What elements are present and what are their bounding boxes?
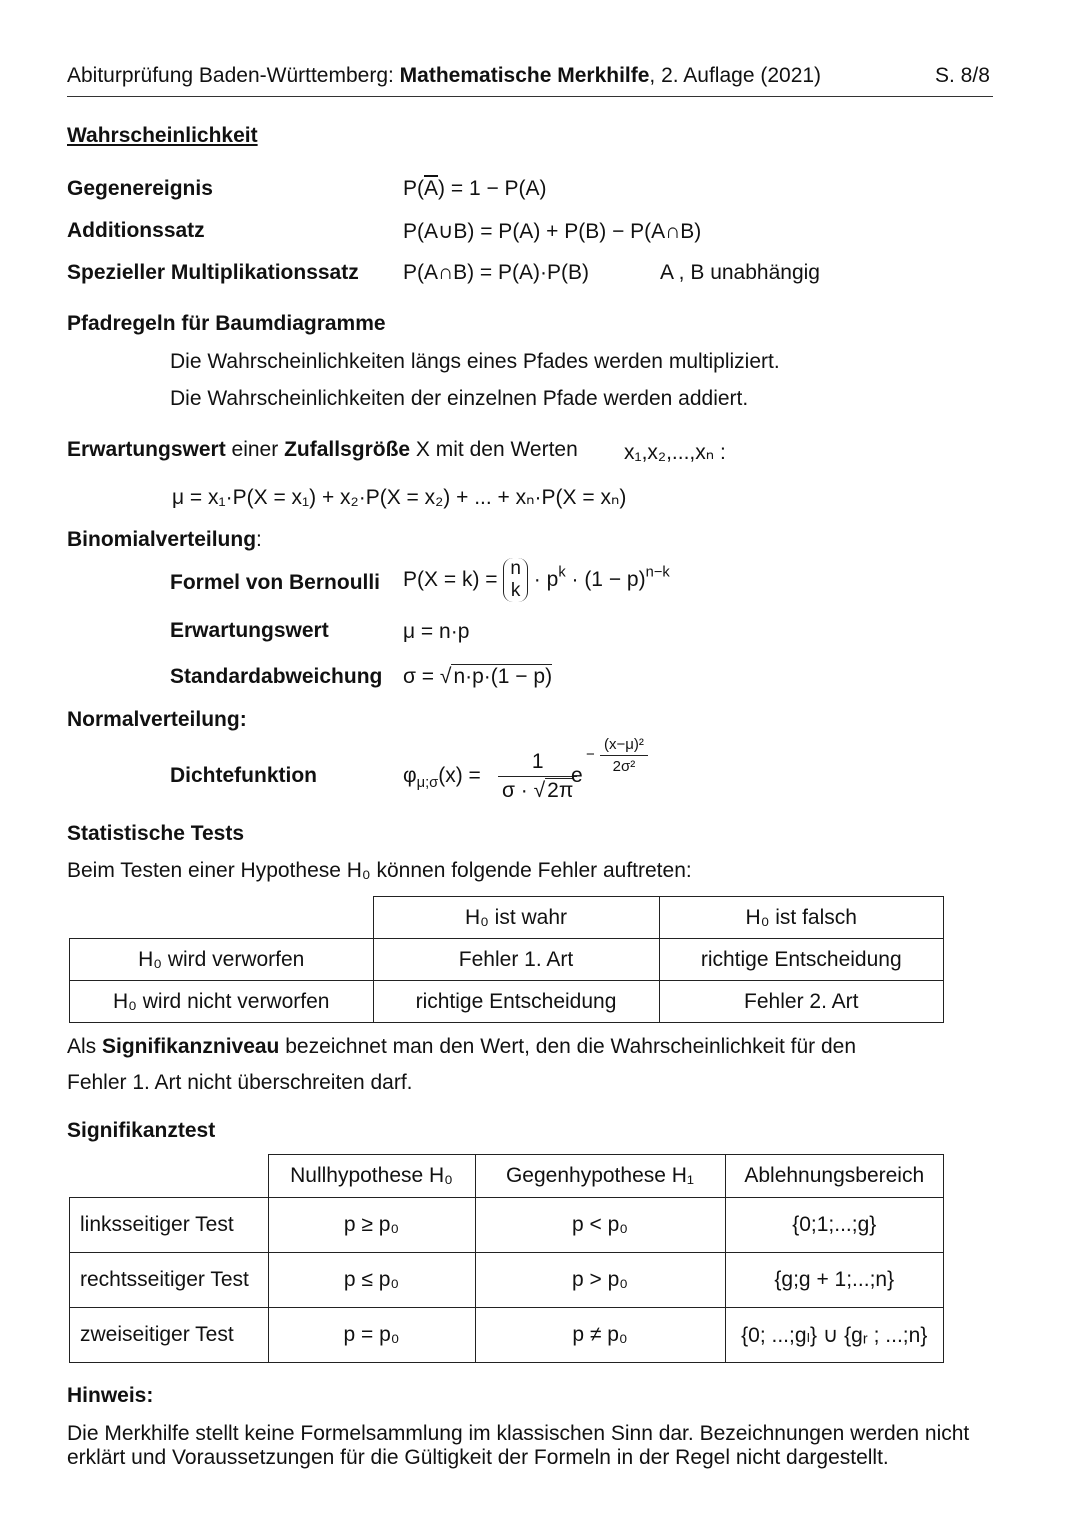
page-header [67, 64, 821, 88]
sig-header-null: Nullhypothese H₀ [268, 1155, 475, 1198]
exp-frac [600, 736, 648, 775]
normal-title: Normalverteilung: [67, 708, 247, 731]
signifikanztest-title: Signifikanztest [67, 1119, 216, 1142]
sqrt-sign: √ [439, 665, 452, 688]
binomial-title-text: Binomialverteilung [67, 528, 257, 551]
table-row [70, 939, 944, 981]
tests-intro: Beim Testen einer Hypothese H₀ können folgende Fehler auftreten: [67, 859, 692, 882]
dichte-num: 1 [498, 750, 577, 777]
rule-label-addition: Additionssatz [67, 219, 205, 242]
exp-fraction [600, 736, 648, 775]
section-title: Wahrscheinlichkeit [67, 124, 258, 147]
rule-formula-multiplikation: P(A∩B) = P(A)·P(B) [403, 261, 590, 284]
fehler-table [69, 896, 944, 1023]
sig-header-ablehnung: Ablehnungsbereich [725, 1155, 944, 1198]
erwartung-formula: μ = x₁·P(X = x₁) + x₂·P(X = x₂) + ... + xₙ·P(X = xₙ) [172, 486, 627, 509]
fehler-row1-c1: Fehler 1. Art [373, 939, 659, 981]
dichte-frac [498, 750, 577, 803]
hinweis-line2: erklärt und Voraussetzungen für die Gültigkeit der Formeln in der Regel nicht dargestellt. [67, 1446, 889, 1469]
sig-row1-null: p ≥ p₀ [268, 1198, 475, 1253]
pfad-title: Pfadregeln für Baumdiagramme [67, 312, 386, 335]
exp-den: 2σ² [612, 758, 636, 775]
sig-row2-ablehnung: {g;g + 1;...;n} [725, 1253, 944, 1308]
dichte-den-rad: 2π [547, 779, 574, 802]
exp-minus: − [586, 746, 595, 763]
erwartung-values: x₁,x₂,...,xₙ : [624, 441, 726, 464]
dichte-label: Dichtefunktion [170, 764, 317, 787]
erwartung-b2: Zufallsgröße [284, 438, 411, 461]
sd-lhs: σ = [403, 665, 440, 688]
table-row [70, 981, 944, 1023]
sig-bold: Signifikanzniveau [102, 1035, 280, 1058]
table-row [70, 1198, 944, 1253]
sig-row2-null: p ≤ p₀ [268, 1253, 475, 1308]
binomial-title-colon: : [256, 528, 262, 551]
erwartung-t1: einer [225, 438, 285, 461]
dichte-lhs [403, 764, 481, 791]
rule-label-gegenereignis: Gegenereignis [67, 177, 213, 200]
dichte-den: σ · √2π [502, 779, 574, 802]
fehler-row2-c2: Fehler 2. Art [659, 981, 944, 1023]
bernoulli-formula [403, 558, 670, 602]
sig-row3-label: zweiseitiger Test [70, 1308, 269, 1363]
fehler-table-corner [70, 897, 374, 939]
header-prefix: Abiturprüfung Baden-Württemberg: [67, 64, 400, 87]
binom-k: k [510, 580, 521, 601]
fehler-header-falsch: H₀ ist falsch [659, 897, 944, 939]
dichte-den-a: σ · [502, 779, 534, 802]
exp-k: k [558, 564, 566, 581]
binom-sd-formula [403, 665, 552, 689]
binomial-title [67, 528, 262, 552]
binomial-coefficient [503, 558, 528, 602]
exp-num: (x−μ)² [600, 736, 648, 756]
table-row [70, 1253, 944, 1308]
rule-label-multiplikation: Spezieller Multiplikationssatz [67, 261, 359, 284]
pfad-line2: Die Wahrscheinlichkeiten der einzelnen Pfade werden addiert. [170, 387, 749, 410]
erwartung-heading [67, 438, 578, 462]
sig-row1-gegen: p < p₀ [475, 1198, 725, 1253]
header-title: Mathematische Merkhilfe [399, 64, 650, 87]
header-rule [67, 96, 993, 97]
fehler-row2-label: H₀ wird nicht verworfen [70, 981, 374, 1023]
binom-ew-formula: μ = n·p [403, 620, 470, 643]
table-row [70, 1308, 944, 1363]
fehler-header-wahr: H₀ ist wahr [373, 897, 659, 939]
fehler-row2-c1: richtige Entscheidung [373, 981, 659, 1023]
rule-formula-addition: P(A∪B) = P(A) + P(B) − P(A∩B) [403, 220, 702, 243]
euler-e: e [571, 764, 583, 787]
sig-prefix: Als [67, 1035, 103, 1058]
sig-row3-null: p = p₀ [268, 1308, 475, 1363]
sig-row1-label: linksseitiger Test [70, 1198, 269, 1253]
sig-row3-gegen: p ≠ p₀ [475, 1308, 725, 1363]
header-edition: , 2. Auflage (2021) [649, 64, 822, 87]
binom-sd-label: Standardabweichung [170, 665, 383, 688]
page-number: S. 8/8 [935, 64, 990, 87]
binom-ew-label: Erwartungswert [170, 619, 329, 642]
sig-table-corner [70, 1155, 269, 1198]
erwartung-b1: Erwartungswert [67, 438, 226, 461]
fehler-row1-label: H₀ wird verworfen [70, 939, 374, 981]
signifikanztest-table [69, 1154, 944, 1363]
signifikanz-line1 [67, 1035, 856, 1059]
sig-header-gegen: Gegenhypothese H₁ [475, 1155, 725, 1198]
hinweis-title: Hinweis: [67, 1384, 154, 1407]
bernoulli-label: Formel von Bernoulli [170, 571, 381, 594]
binom-n: n [510, 558, 521, 579]
rule-note-unabhaengig: A , B unabhängig [660, 261, 820, 284]
dichte-fraction [498, 750, 577, 803]
bernoulli-rhs: · p [533, 568, 559, 591]
rule-formula-gegenereignis: $P(\overline{A}) = 1 - P(A)$ [403, 177, 547, 200]
phi-symbol: φ [403, 764, 417, 787]
fehler-row1-c2: richtige Entscheidung [659, 939, 944, 981]
sig-rest: bezeichnet man den Wert, den die Wahrscheinlichkeit für den [279, 1035, 857, 1058]
tests-title: Statistische Tests [67, 822, 245, 845]
exp-nk: n−k [645, 564, 670, 581]
signifikanz-line2: Fehler 1. Art nicht überschreiten darf. [67, 1071, 413, 1094]
phi-sub: μ;σ [416, 775, 439, 792]
hinweis-line1: Die Merkhilfe stellt keine Formelsammlung im klassischen Sinn dar. Bezeichnungen werden nicht [67, 1422, 970, 1445]
sig-row2-label: rechtsseitiger Test [70, 1253, 269, 1308]
pfad-line1: Die Wahrscheinlichkeiten längs eines Pfades werden multipliziert. [170, 350, 780, 373]
phi-rest: (x) = [438, 764, 481, 787]
sig-row1-ablehnung: {0;1;...;g} [725, 1198, 944, 1253]
bernoulli-rhs2: · (1 − p) [565, 568, 646, 591]
erwartung-t2: X mit den Werten [410, 438, 578, 461]
sig-row2-gegen: p > p₀ [475, 1253, 725, 1308]
sig-row3-ablehnung: {0; ...;gₗ} ∪ {gᵣ ; ...;n} [725, 1308, 944, 1363]
bernoulli-lhs: P(X = k) = [403, 568, 498, 591]
sd-radicand: n·p·(1 − p) [453, 665, 553, 688]
